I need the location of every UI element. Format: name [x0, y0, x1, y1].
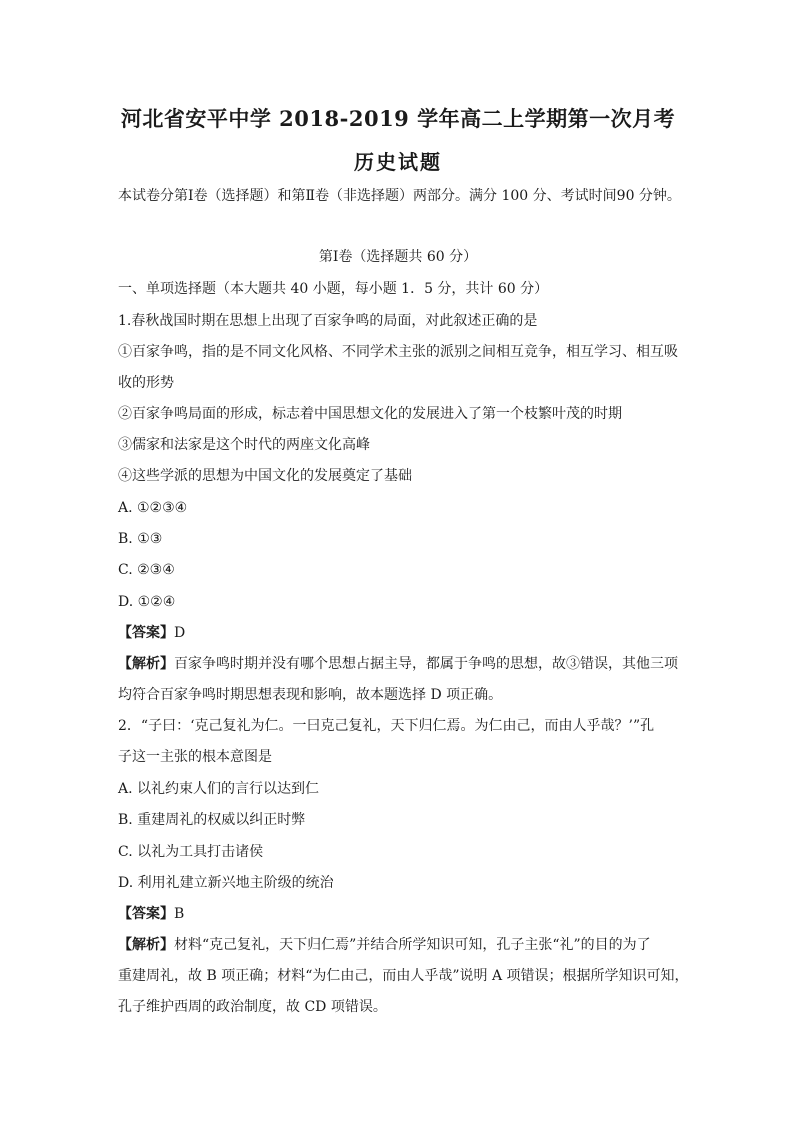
q1-option-d: D. ①②④	[118, 594, 176, 610]
q1-option-a: A. ①②③④	[118, 500, 188, 516]
q1-analysis	[118, 654, 678, 674]
analysis-label: 【解析】	[118, 656, 174, 672]
answer-label: 【答案】	[118, 906, 174, 922]
answer-label: 【答案】	[118, 625, 174, 641]
q1-statement-1: ①百家争鸣，指的是不同文化风格、不同学术主张的派别之间相互竞争，相互学习、相互吸	[118, 344, 678, 360]
document-title: 河北省安平中学 2018-2019 学年高二上学期第一次月考	[120, 106, 676, 131]
q1-statement-4: ④这些学派的思想为中国文化的发展奠定了基础	[118, 468, 412, 484]
q1-statement-3: ③儒家和法家是这个时代的两座文化高峰	[118, 437, 370, 453]
q1-statement-1-cont: 收的形势	[118, 375, 174, 391]
q2-option-d: D. 利用礼建立新兴地主阶级的统治	[118, 875, 334, 891]
q2-analysis-cont-1: 重建周礼，故 B 项正确；材料“为仁由己，而由人乎哉”说明 A 项错误；根据所学知识可知，	[118, 968, 689, 984]
answer-value: D	[174, 625, 186, 641]
answer-value: B	[174, 906, 185, 922]
analysis-text: 百家争鸣时期并没有哪个思想占据主导，都属于争鸣的思想，故③错误，其他三项	[174, 656, 678, 672]
q1-statement-2: ②百家争鸣局面的形成，标志着中国思想文化的发展进入了第一个枝繁叶茂的时期	[118, 406, 622, 422]
q1-stem: 1.春秋战国时期在思想上出现了百家争鸣的局面，对此叙述正确的是	[118, 313, 538, 329]
q1-analysis-cont: 均符合百家争鸣时期思想表现和影响，故本题选择 D 项正确。	[118, 687, 503, 703]
q2-answer	[118, 904, 184, 924]
analysis-label: 【解析】	[118, 937, 174, 953]
q2-analysis	[118, 935, 651, 955]
q1-option-b: B. ①③	[118, 531, 163, 547]
exam-intro: 本试卷分第Ⅰ卷（选择题）和第Ⅱ卷（非选择题）两部分。满分 100 分、考试时间90 分钟。	[118, 188, 681, 204]
section-title: 第Ⅰ卷（选择题共 60 分）	[318, 249, 478, 265]
section-instructions: 一、单项选择题（本大题共 40 小题，每小题 1．5 分，共计 60 分）	[118, 281, 549, 297]
q2-option-a: A. 以礼约束人们的言行以达到仁	[118, 781, 320, 797]
document-subtitle: 历史试题	[354, 150, 442, 174]
q2-analysis-cont-2: 孔子维护西周的政治制度，故 CD 项错误。	[118, 999, 387, 1015]
q1-option-c: C. ②③④	[118, 562, 175, 578]
q2-stem: 2．“子曰：‘克己复礼为仁。一曰克己复礼，天下归仁焉。为仁由己，而由人乎哉？’”孔	[118, 718, 655, 734]
q2-option-c: C. 以礼为工具打击诸侯	[118, 844, 264, 860]
q2-stem-cont: 子这一主张的根本意图是	[118, 749, 272, 765]
q1-answer	[118, 623, 185, 643]
q2-option-b: B. 重建周礼的权威以纠正时弊	[118, 812, 306, 828]
analysis-text: 材料“克己复礼，天下归仁焉”并结合所学知识可知，孔子主张“礼”的目的为了	[174, 937, 651, 953]
